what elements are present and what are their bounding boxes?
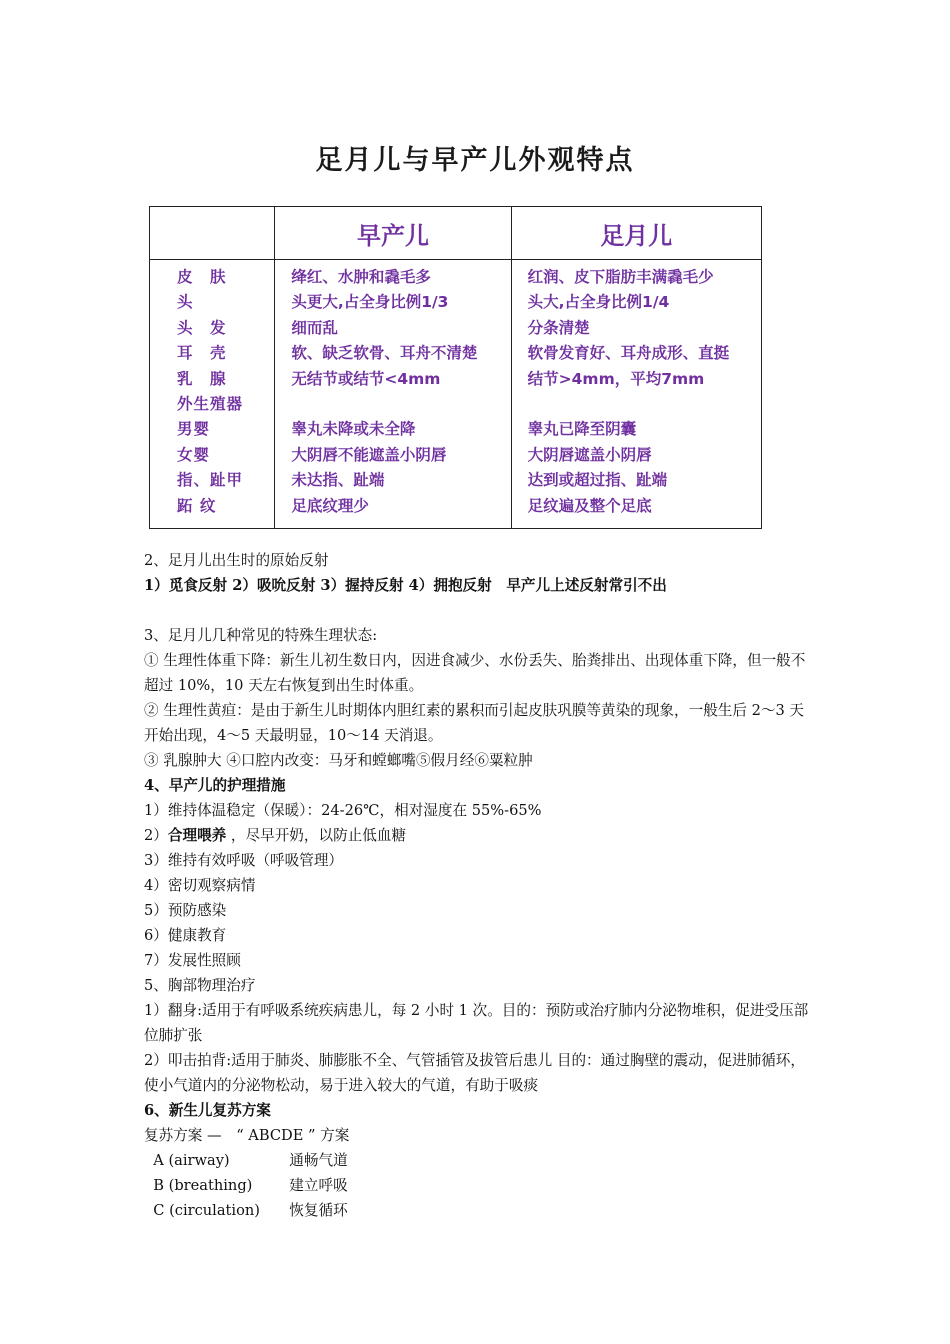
preterm-head: 头更大,占全身比例1/3 bbox=[291, 293, 449, 312]
care-item-2-bold: 合理喂养 bbox=[167, 827, 227, 844]
other-states-item: ③ 乳腺肿大 ④口腔内改变：马牙和螳螂嘴⑤假月经⑥粟粒肿 bbox=[144, 752, 533, 769]
label-ear: 耳 壳 bbox=[177, 344, 227, 363]
care-item-2-rest: ，尽早开奶，以防止低血糖 bbox=[226, 827, 407, 844]
preterm-hair: 细而乱 bbox=[291, 318, 338, 337]
abcde-value-b: 建立呼吸 bbox=[289, 1177, 348, 1194]
label-head: 头 bbox=[177, 293, 194, 312]
reflex-list: 1）觅食反射 2）吸吮反射 3）握持反射 4）拥抱反射 早产儿上述反射常引不出 bbox=[144, 577, 667, 594]
section-5-title: 5、胸部物理治疗 bbox=[144, 977, 256, 994]
weight-loss-item: ① 生理性体重下降：新生儿初生数日内，因进食减少、水份丢失、胎粪排出、出现体重下降，但一般不超过 10%，10 天左右恢复到出生时体重。 bbox=[144, 652, 806, 694]
table-body-row bbox=[150, 260, 762, 529]
care-item-6: 6）健康教育 bbox=[144, 927, 227, 944]
preterm-breast: 无结节或结节<4mm bbox=[291, 369, 441, 388]
label-nails: 指、趾甲 bbox=[177, 471, 244, 490]
abcde-row-a bbox=[144, 1148, 814, 1173]
preterm-column bbox=[275, 260, 511, 529]
fullterm-genitals bbox=[512, 392, 761, 417]
care-item-2 bbox=[144, 823, 814, 848]
fullterm-nails: 达到或超过指、趾端 bbox=[527, 471, 668, 490]
fullterm-breast: 结节>4mm，平均7mm bbox=[527, 369, 705, 388]
resuscitation-intro: 复苏方案 — “ ABCDE ” 方案 bbox=[144, 1127, 350, 1144]
care-item-3: 3）维持有效呼吸（呼吸管理） bbox=[144, 852, 344, 869]
label-column bbox=[150, 260, 275, 529]
table-header-row bbox=[150, 207, 762, 260]
abcde-row-c bbox=[144, 1198, 814, 1223]
therapy-item-2: 2）叩击拍背:适用于肺炎、肺膨胀不全、气管插管及拔管后患儿 目的：通过胸壁的震动，促进肺循环，使小气道内的分泌物松动，易于进入较大的气道，有助于吸痰 bbox=[144, 1052, 805, 1094]
fullterm-head: 头大,占全身比例1/4 bbox=[527, 293, 670, 312]
abcde-row-b bbox=[144, 1173, 814, 1198]
fullterm-sole: 足纹遍及整个足底 bbox=[527, 496, 652, 515]
label-genitals: 外生殖器 bbox=[177, 394, 244, 413]
page-title: 足月儿与早产儿外观特点 bbox=[315, 145, 635, 176]
label-skin: 皮 肤 bbox=[177, 268, 227, 286]
preterm-sole: 足底纹理少 bbox=[291, 496, 369, 515]
abcde-key-c: C (circulation) bbox=[153, 1202, 260, 1219]
preterm-female: 大阴唇不能遮盖小阴唇 bbox=[291, 445, 447, 464]
header-fullterm: 足月儿 bbox=[511, 207, 761, 260]
preterm-male: 睾丸未降或未全降 bbox=[291, 420, 416, 439]
label-breast: 乳 腺 bbox=[177, 369, 227, 388]
abcde-value-c: 恢复循环 bbox=[289, 1202, 348, 1219]
fullterm-column bbox=[511, 260, 761, 529]
header-preterm: 早产儿 bbox=[275, 207, 511, 260]
spacer bbox=[144, 598, 814, 623]
fullterm-female: 大阴唇遮盖小阴唇 bbox=[527, 445, 652, 464]
care-item-7: 7）发展性照顾 bbox=[144, 952, 241, 969]
abcde-key-a: A (airway) bbox=[153, 1152, 230, 1169]
section-2-title: 2、足月儿出生时的原始反射 bbox=[144, 552, 329, 569]
label-sole: 跖 纹 bbox=[177, 496, 217, 515]
body-text bbox=[144, 548, 814, 1223]
fullterm-hair: 分条清楚 bbox=[527, 318, 590, 337]
section-4-title: 4、早产儿的护理措施 bbox=[144, 777, 286, 794]
section-3-title: 3、足月儿几种常见的特殊生理状态: bbox=[144, 627, 378, 644]
care-item-2-prefix: 2） bbox=[144, 827, 168, 844]
abcde-value-a: 通畅气道 bbox=[289, 1152, 348, 1169]
therapy-item-1: 1）翻身:适用于有呼吸系统疾病患儿，每 2 小时 1 次。目的：预防或治疗肺内分泌物堆积，促进受压部位肺扩张 bbox=[144, 1002, 809, 1044]
abcde-key-b: B (breathing) bbox=[153, 1177, 253, 1194]
jaundice-item: ② 生理性黄疸：是由于新生儿时期体内胆红素的累积而引起皮肤巩膜等黄染的现象，一般生后 2～3 天开始出现，4～5 天最明显，10～14 天消退。 bbox=[144, 702, 805, 744]
fullterm-ear: 软骨发育好、耳舟成形、直挺 bbox=[527, 344, 730, 363]
care-item-1: 1）维持体温稳定（保暖）：24-26℃，相对湿度在 55%-65% bbox=[144, 802, 542, 819]
fullterm-skin: 红润、皮下脂肪丰满毳毛少 bbox=[527, 268, 714, 286]
label-hair: 头 发 bbox=[177, 318, 227, 337]
header-blank bbox=[150, 207, 275, 260]
preterm-genitals bbox=[275, 392, 510, 417]
preterm-ear: 软、缺乏软骨、耳舟不清楚 bbox=[291, 344, 478, 363]
care-item-5: 5）预防感染 bbox=[144, 902, 227, 919]
comparison-table bbox=[149, 206, 762, 529]
preterm-skin: 绛红、水肿和毳毛多 bbox=[291, 268, 431, 286]
fullterm-male: 睾丸已降至阴囊 bbox=[527, 420, 637, 439]
preterm-nails: 未达指、趾端 bbox=[291, 471, 385, 490]
label-male: 男婴 bbox=[177, 420, 211, 439]
section-6-title: 6、新生儿复苏方案 bbox=[144, 1102, 271, 1119]
care-item-4: 4）密切观察病情 bbox=[144, 877, 256, 894]
label-female: 女婴 bbox=[177, 445, 211, 464]
